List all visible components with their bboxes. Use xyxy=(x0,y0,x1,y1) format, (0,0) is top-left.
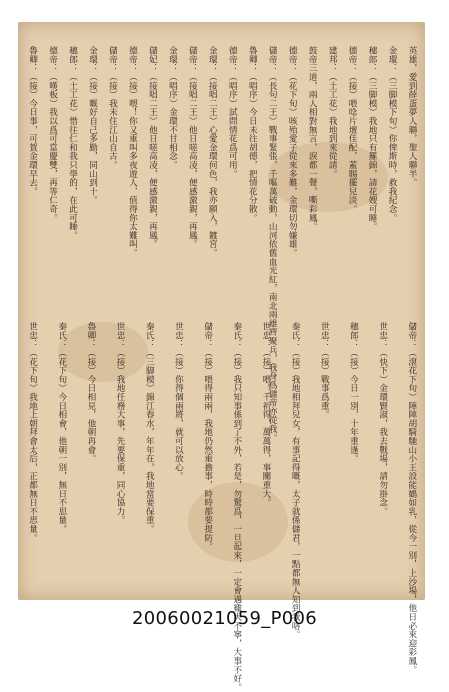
page-id-caption: 20060021059_P006 xyxy=(132,608,317,629)
text-column: 德帝：（接）喂唸片壇佳配，蓋賜擺兒淡。 xyxy=(347,46,358,214)
text-column: 金環：（接）嘅好自己多勤，同山到十。 xyxy=(87,46,98,205)
text-column: 英雄，愛到薛蛋夢人聯，聖人聯半。 xyxy=(407,46,417,187)
text-column: 秦氏：（花下旬）今日相會，他朝一別，無日不思量。 xyxy=(56,322,67,534)
text-column: 德帝：（花下旬）咳殆愛子從來多難，金環切勿嫌雄。 xyxy=(287,46,298,258)
text-column: 魯卿：（接）今日事，可賀金環早去。 xyxy=(27,46,38,196)
text-column: 金環：（三脚模下旬）你俾斯時，救我紀念。 xyxy=(387,46,398,222)
text-column: 儲帝：（接）喂得兩兩，我地仍然重擔事，時時都要提防。 xyxy=(202,322,213,551)
text-column: 儲妃：（接唱二王）他日嗟高凌，便感激親，再鳳。 xyxy=(147,46,158,249)
text-column: 世忠：（花下旬）我地上朝拜會太后，正都無日不思量。 xyxy=(27,322,38,542)
text-column: 世忠：（接）你得個兩將，就可以放心。 xyxy=(173,322,184,481)
text-column: 秦氏：（接）我只知事係到了不外，若是，勿驚爲，一旦起來，一定會遇雞犬不寧，大事不好。 xyxy=(231,322,242,692)
text-column: 穗郎：（三脚模）我地只有羅錦，請花嫂可睡。 xyxy=(367,46,378,231)
text-column: 魯卿：（唱序）今日未往胡德，把情花分散。 xyxy=(247,46,258,222)
text-column: 儲帝：（接唱二王）他日嗟高凌，便感激親，再鳳。 xyxy=(187,46,198,249)
text-column: 儲帝：（長句二王）戰事緊張，千嘔萬破動，山河依舊血光紅，南北兩雄齊聚兵，我身爲儲帝亦從我。 xyxy=(267,46,278,442)
text-column: 德帝：（嘆板）我以爲可當慶雙，再等仁奇。 xyxy=(47,46,58,222)
text-column: 魯卿：（接）今日相見，他朝再會。 xyxy=(85,322,96,463)
text-column: 世忠：（接）我地任務大事，先要保重，同心協力。 xyxy=(115,322,126,525)
text-column: 德帝：（唱序）試問情花爲可用。 xyxy=(227,46,238,178)
text-column: 鼓帝三道，兩人相對無言，淚都一聲，嘶彩鳳。 xyxy=(307,46,318,231)
text-column: 德帝：（接）喂！你又重叫多夜遊人，值得你太難叫。 xyxy=(127,46,138,258)
text-column: 儲帝：（滾花下旬）陣陣胡騎馳山小王設能鶴如乳，從今一別，上沙場，他日必來迎彩鳳。 xyxy=(406,322,417,674)
text-column: 世忠：（接）喂！千祈得，萬萬得，事關重大。 xyxy=(260,322,271,507)
text-column: 秦氏：（三脚模）錦江春水，年年在，我地當要保重。 xyxy=(144,322,155,534)
text-column: 秦氏：（接）我地相拜兒女，有事記得嘅，太子就係儲君，一點都無人知到我咯。 xyxy=(290,322,301,639)
text-column: 世忠：（接）戰事爲重。 xyxy=(319,322,330,419)
text-column: 穗郎：（接）今日一別，十年重逢。 xyxy=(348,322,359,463)
text-column: 建邦：（土工花）我地到來從請。 xyxy=(327,46,338,178)
text-column: 儲帝：（接）我未住江山自古。 xyxy=(107,46,118,170)
text-column: 世忠：（快下）金環賢淑，我去戰場，請勿掛念。 xyxy=(377,322,388,516)
text-column: 穗郎：（土工花）惜往仁和我只學的，在此可睡。 xyxy=(67,46,78,240)
text-column: 金環：（唱序）金環不甘相念。 xyxy=(167,46,178,170)
text-column: 金環：（接唱二王）心愛金環何色，我亦願入，鍍宮。 xyxy=(207,46,218,258)
